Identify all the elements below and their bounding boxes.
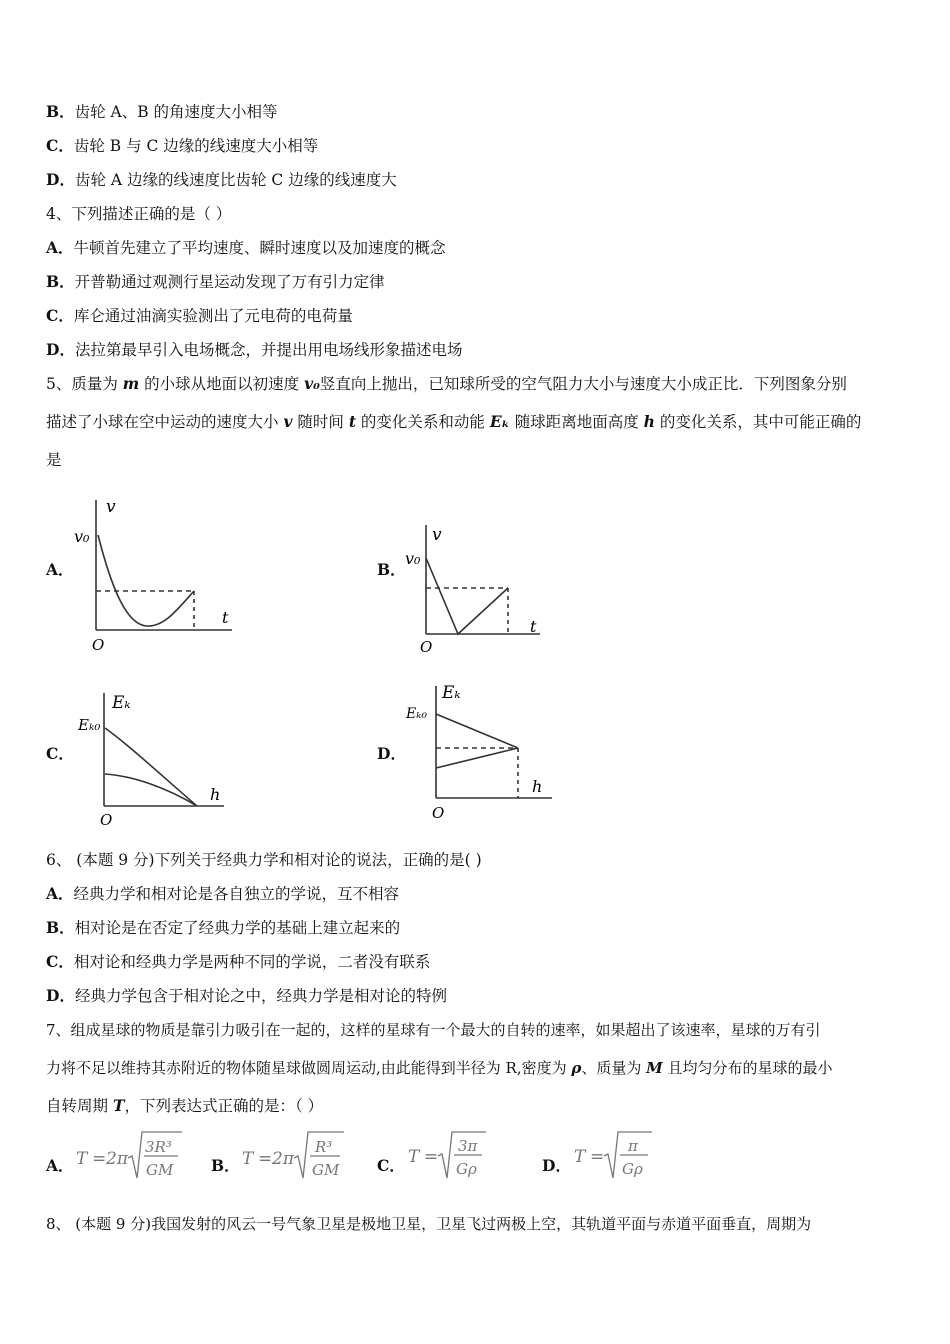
graph-a-v0-label: v₀ (74, 527, 90, 546)
graph-b-origin: O (420, 638, 433, 655)
q7-label-b: B． (211, 1156, 240, 1175)
graph-d-line-down (436, 714, 518, 748)
graph-d-ek0-label: Eₖ₀ (406, 706, 427, 722)
svg-text:2π: 2π (272, 1149, 294, 1169)
svg-text:T: T (408, 1147, 420, 1167)
svg-text:2π: 2π (106, 1149, 128, 1169)
graph-c-curve-down (105, 774, 197, 806)
graph-b-v0-label: v₀ (405, 549, 421, 568)
graph-c (72, 688, 242, 830)
svg-text:T: T (242, 1149, 254, 1169)
graph-a-origin: O (92, 636, 105, 654)
graph-d-h-label: h (532, 777, 543, 796)
formula-a (74, 1126, 186, 1186)
svg-text:π: π (628, 1137, 638, 1155)
graph-c-ek-label: Eₖ (112, 693, 131, 713)
formula-b (240, 1126, 348, 1186)
q4-option-b: B．开普勒通过观测行星运动发现了万有引力定律 (46, 272, 385, 291)
q5-label-b: B． (377, 560, 406, 579)
graph-c-curve-up (105, 728, 197, 806)
graph-b (402, 520, 552, 655)
q4-option-c: C．库仑通过油滴实验测出了元电荷的电荷量 (46, 306, 353, 325)
graph-c-origin: O (100, 811, 113, 829)
svg-text:3R³: 3R³ (145, 1138, 172, 1156)
svg-text:3π: 3π (458, 1137, 478, 1155)
svg-text:=: = (424, 1147, 439, 1167)
graph-c-h-label: h (210, 785, 221, 804)
formula-d (572, 1126, 656, 1186)
graph-d (402, 676, 562, 824)
q5-label-a: A． (46, 560, 74, 579)
graph-a (72, 490, 242, 655)
svg-text:GM: GM (146, 1161, 174, 1179)
q5-stem-line2: 描述了小球在空中运动的速度大小 v 随时间 t 的变化关系和动能 Eₖ 随球距离地面高度 h 的变化关系，其中可能正确的 (46, 412, 862, 431)
q7-stem-line2: 力将不足以维持其赤附近的物体随星球做圆周运动,由此能得到半径为 R,密度为 ρ、质量为 M 且均匀分布的星球的最小 (46, 1059, 833, 1077)
graph-d-line-up (436, 748, 518, 768)
svg-text:=: = (92, 1149, 107, 1169)
svg-text:=: = (590, 1147, 605, 1167)
q7-label-d: D． (542, 1156, 571, 1175)
q5-stem-line1: 5、质量为 m 的小球从地面以初速度 v₀竖直向上抛出，已知球所受的空气阻力大小与速度大小成正比．下列图象分别 (46, 374, 847, 393)
q4-stem: 4、下列描述正确的是（ ） (46, 205, 232, 223)
graph-a-t-label: t (222, 608, 229, 627)
q3-option-d: D．齿轮 A 边缘的线速度比齿轮 C 边缘的线速度大 (46, 170, 397, 189)
q5-label-c: C． (46, 744, 74, 763)
q7-label-a: A． (46, 1156, 74, 1175)
graph-a-v-label: v (106, 497, 116, 517)
svg-text:Gρ: Gρ (456, 1160, 477, 1178)
graph-a-curve (98, 535, 194, 626)
svg-text:R³: R³ (315, 1138, 333, 1156)
svg-text:Gρ: Gρ (622, 1160, 643, 1178)
svg-text:GM: GM (312, 1161, 340, 1179)
q3-option-b: B．齿轮 A、B 的角速度大小相等 (46, 102, 278, 121)
formula-c (406, 1126, 490, 1186)
graph-b-v-label: v (432, 525, 442, 545)
q7-label-c: C． (377, 1156, 405, 1175)
graph-d-origin: O (432, 804, 445, 822)
graph-d-ek-label: Eₖ (442, 683, 461, 703)
q6-option-c: C．相对论和经典力学是两种不同的学说，二者没有联系 (46, 952, 431, 971)
q6-option-b: B．相对论是在否定了经典力学的基础上建立起来的 (46, 918, 401, 937)
q5-label-d: D． (377, 744, 406, 763)
q8-stem: 8、 (本题 9 分)我国发射的风云一号气象卫星是极地卫星，卫星飞过两极上空，其轨道平面与赤道平面垂直，周期为 (46, 1215, 812, 1233)
q7-stem-line1: 7、组成星球的物质是靠引力吸引在一起的，这样的星球有一个最大的自转的速率，如果超出了该速率，星球的万有引 (46, 1021, 821, 1039)
graph-b-polyline (426, 558, 508, 634)
q6-stem: 6、 (本题 9 分)下列关于经典力学和相对论的说法，正确的是( ) (46, 851, 482, 869)
graph-c-ek0-label: Eₖ₀ (78, 716, 101, 734)
q7-stem-line3: 自转周期 T，下列表达式正确的是：（ ） (46, 1096, 324, 1115)
q6-option-d: D．经典力学包含于相对论之中，经典力学是相对论的特例 (46, 986, 447, 1005)
svg-text:T: T (76, 1149, 88, 1169)
svg-text:=: = (258, 1149, 273, 1169)
q4-option-a: A．牛顿首先建立了平均速度、瞬时速度以及加速度的概念 (46, 238, 446, 257)
graph-b-t-label: t (530, 617, 537, 636)
q4-option-d: D．法拉第最早引入电场概念，并提出用电场线形象描述电场 (46, 340, 463, 359)
q5-stem-line3: 是 (46, 451, 62, 469)
svg-text:T: T (574, 1147, 586, 1167)
q3-option-c: C．齿轮 B 与 C 边缘的线速度大小相等 (46, 136, 319, 155)
q6-option-a: A．经典力学和相对论是各自独立的学说，互不相容 (46, 884, 400, 903)
